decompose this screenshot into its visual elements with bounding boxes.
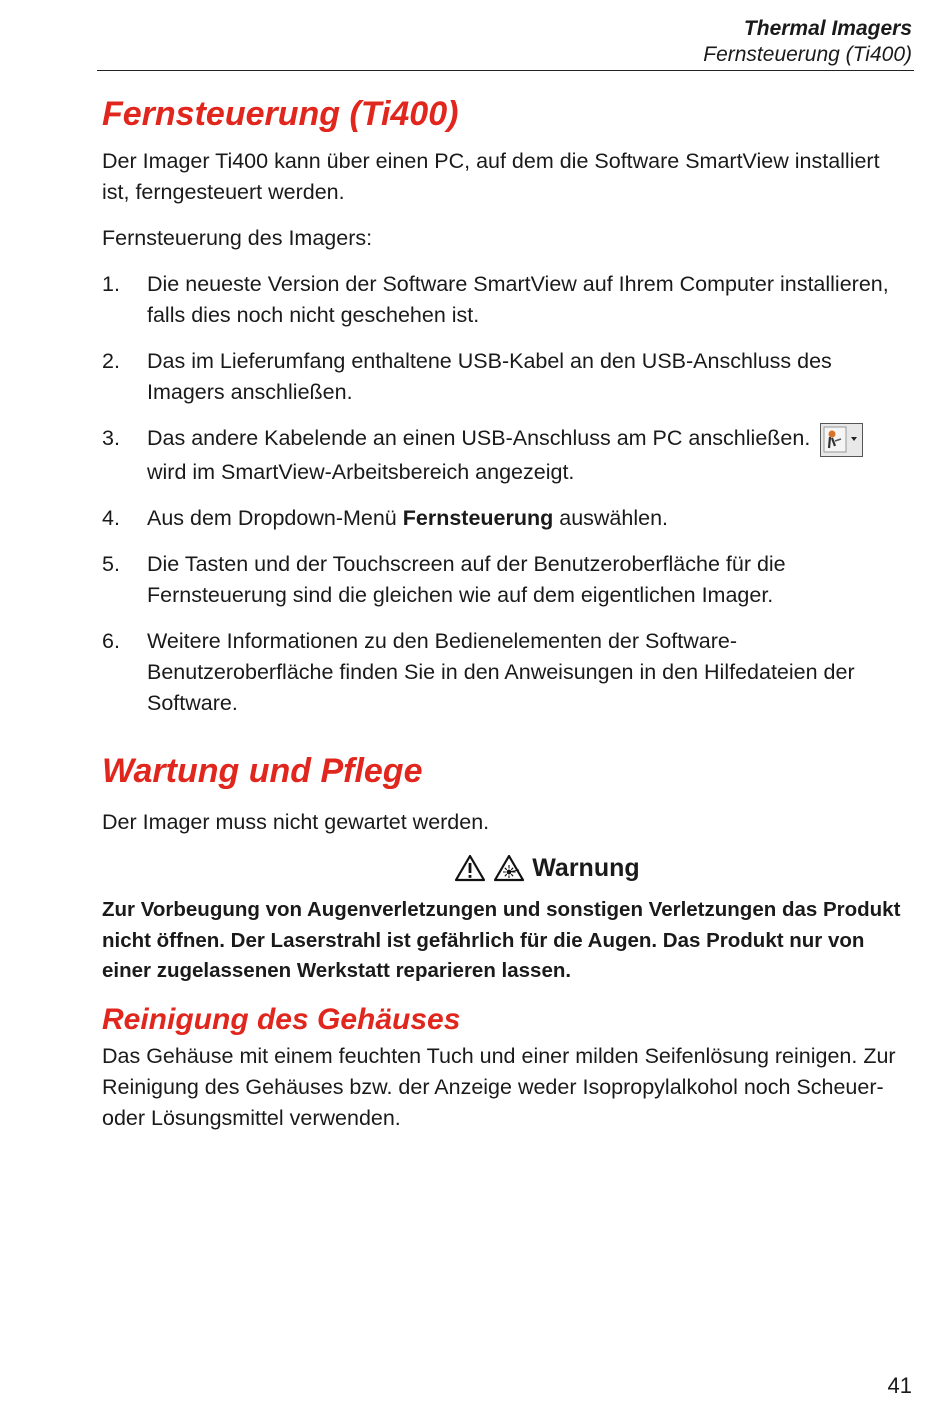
step-item (102, 549, 912, 611)
warning-triangle-icon (454, 854, 486, 882)
step-text-end: auswählen. (553, 506, 669, 530)
steps-list (102, 269, 912, 719)
section-heading-reinigung: Reinigung des Gehäuses (102, 1002, 461, 1036)
page-content (102, 92, 912, 1149)
step-item (102, 346, 912, 408)
section-heading-fernsteuerung: Fernsteuerung (Ti400) (102, 95, 459, 133)
menu-option-fernsteuerung: Fernsteuerung (402, 506, 554, 530)
step-text: Das andere Kabelende an einen USB-Anschluss am PC anschließen. (147, 426, 811, 450)
header-subtitle: Fernsteuerung (Ti400) (703, 43, 912, 66)
step-text: Das im Lieferumfang enthaltene USB-Kabel an den USB-Anschluss des Imagers anschließen. (147, 349, 832, 404)
step-item (102, 626, 912, 719)
warning-text: Zur Vorbeugung von Augenverletzungen und sonstigen Verletzungen das Produkt nicht öffnen. Der Laserstrahl ist gefährlich für die Augen. Das Produkt nur von einer zugelassenen Werkstatt reparieren lassen. (102, 898, 901, 982)
step-text-continued: wird im SmartView-Arbeitsbereich angezeigt. (147, 460, 575, 484)
page-number: 41 (887, 1373, 912, 1398)
step-text: Aus dem Dropdown-Menü (147, 506, 403, 530)
section-heading-wartung: Wartung und Pflege (102, 752, 423, 790)
laser-warning-icon (493, 854, 525, 882)
step-item (102, 423, 912, 488)
step-item (102, 269, 912, 331)
cleaning-text: Das Gehäuse mit einem feuchten Tuch und einer milden Seifenlösung reinigen. Zur Reinigung des Gehäuses bzw. der Anzeige weder Isopropylalkohol noch Scheuer- oder Lösungsmittel verwenden. (102, 1043, 896, 1130)
step-text: Die Tasten und der Touchscreen auf der Benutzeroberfläche für die Fernsteuerung sind die gleichen wie auf dem eigentlichen Imager. (147, 552, 786, 607)
step-number: 4. (102, 506, 120, 530)
step-number: 1. (102, 272, 120, 296)
section-intro: Der Imager Ti400 kann über einen PC, auf dem die Software SmartView installiert ist, ferngesteuert werden. (102, 149, 880, 204)
running-header (703, 16, 912, 68)
header-divider (97, 70, 914, 71)
maintenance-text: Der Imager muss nicht gewartet werden. (102, 810, 490, 834)
warning-header (182, 851, 912, 885)
header-title: Thermal Imagers (743, 17, 912, 40)
step-number: 2. (102, 349, 120, 373)
step-number: 5. (102, 552, 120, 576)
steps-lead: Fernsteuerung des Imagers: (102, 226, 373, 250)
step-number: 3. (102, 426, 120, 450)
step-text: Die neueste Version der Software SmartView auf Ihrem Computer installieren, falls dies noch nicht geschehen ist. (147, 272, 889, 327)
remote-control-icon (820, 423, 863, 457)
step-number: 6. (102, 629, 120, 653)
step-item (102, 503, 912, 534)
warning-label: Warnung (532, 854, 640, 882)
step-text: Weitere Informationen zu den Bedienelementen der Software-Benutzeroberfläche finden Sie in den Anweisungen in den Hilfedateien der Software. (147, 629, 855, 715)
